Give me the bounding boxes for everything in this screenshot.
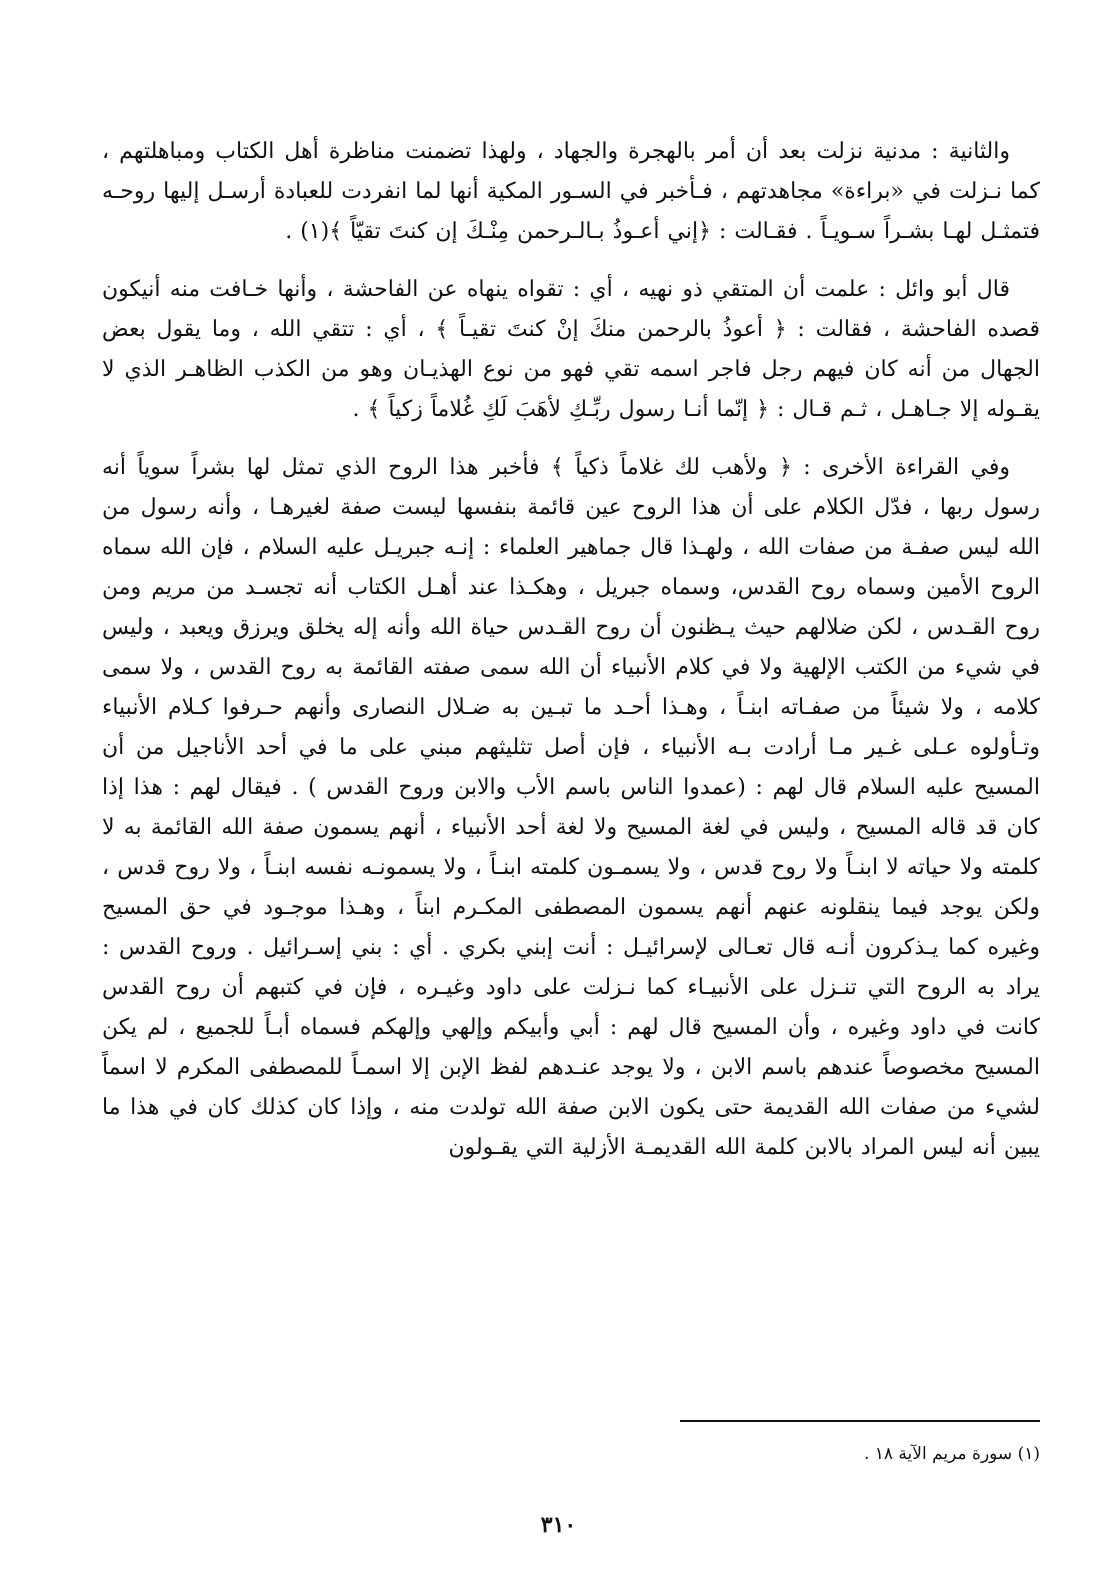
paragraph: قال أبو وائل : علمت أن المتقي ذو نهيه ، أي : تقواه ينهاه عن الفاحشة ، وأنها خـافت منه أنيكون قصده الفاحشة ، فقالت : ﴿ أعوذُ بالرحمن منكَ إنْ كنتَ تقيـاً ﴾ ، أي : تتقي الله ، وما يقول بعض الجهال من أنه كان فيهم رجل فاجر اسمه تقي فهو من نوع الهذيـان وهو من الكذب الظاهـر الذي لا يقـوله إلا جـاهـل ، ثـم قـال : ﴿ إنّما أنـا رسول ربِّـكِ لأهَبَ لَكِ غُلاماً زكياً ﴾ . bbox=[102, 277, 1040, 422]
page-number: ٣١٠ bbox=[540, 1512, 577, 1538]
footnote: (١) سورة مريم الآية ١٨ . bbox=[863, 1444, 1040, 1464]
paragraph: والثانية : مدنية نزلت بعد أن أمر بالهجرة والجهاد ، ولهذا تضمنت مناظرة أهل الكتاب ومباهلتهم ، كما نـزلت في «براءة» مجاهدتهم ، فـأخبر في السـور المكية أنها لما انفردت للعبادة أرسـل إليها روحـه فتمثـل لهـا بشـراً سـويـاً . فقـالت : ﴿إني أعـوذُ بـالـرحمن مِنْـكَ إن كنتَ تقيّاً ﴾(١) . bbox=[102, 139, 1040, 244]
footnote-divider bbox=[680, 1420, 1040, 1422]
body-text bbox=[102, 132, 1040, 1168]
paragraph: وفي القراءة الأخرى : ﴿ ولأهب لك غلاماً ذكياً ﴾ فأخبر هذا الروح الذي تمثل لها بشراً سوياً أنه رسول ربها ، فدّل الكلام على أن هذا الروح عين قائمة بنفسها ليست صفة لغيرهـا ، وأنه رسول من الله ليس صفـة من صفات الله ، ولهـذا قال جماهير العلماء : إنـه جبريـل عليه السلام ، فإن الله سماه الروح الأمين وسماه روح القدس، وسماه جبريل ، وهكـذا عند أهـل الكتاب أنه تجسـد من مريم ومن روح القـدس ، لكن ضلالهم حيث يـظنون أن روح القـدس حياة الله وأنه إله يخلق ويرزق ويعبد ، وليس في شيء من الكتب الإلهية ولا في كلام الأنبياء أن الله سمى صفته القائمة به روح القدس ، ولا سمى كلامه ، ولا شيئاً من صفـاته ابنـاً ، وهـذا أحـد ما تبـين به ضـلال النصارى وأنهم حـرفوا كـلام الأنبياء وتـأولوه عـلى غـير مـا أرادت بـه الأنبياء ، فإن أصل تثليثهم مبني على ما في أحد الأناجيل من أن المسيح عليه السلام قال لهم : (عمدوا الناس باسم الأب والابن وروح القدس ) . فيقال لهم : هذا إذا كان قد قاله المسيح ، وليس في لغة المسيح ولا لغة أحد الأنبياء ، أنهم يسمون صفة الله القائمة به لا كلمته ولا حياته لا ابنـاً ولا روح قدس ، ولا يسمـون كلمته ابنـاً ، ولا يسمونـه نفسه ابنـاً ، ولا روح قدس ، ولكن يوجد فيما ينقلونه عنهم أنهم يسمون المصطفى المكـرم ابناً ، وهـذا موجـود في حق المسيح وغيره كما يـذكرون أنـه قال تعـالى لإسرائيـل : أنت إبني بكري . أي : بني إسـرائيل . وروح القدس : يراد به الروح التي تنـزل على الأنبيـاء كما نـزلت على داود وغيـره ، فإن في كتبهم أن روح القدس كانت في داود وغيره ، وأن المسيح قال لهم : أبي وأبيكم وإلهي وإلهكم فسماه أبـاً للجميع ، لم يكن المسيح مخصوصاً عندهم باسم الابن ، ولا يوجد عنـدهم لفظ الإبن إلا اسمـاً للمصطفى المكرم لا اسماً لشيء من صفات الله القديمة حتى يكون الابن صفة الله تولدت منه ، وإذا كان كذلك كان في هذا ما يبين أنه ليس المراد بالابن كلمة الله القديمـة الأزلية التي يقـولون bbox=[102, 455, 1040, 1160]
